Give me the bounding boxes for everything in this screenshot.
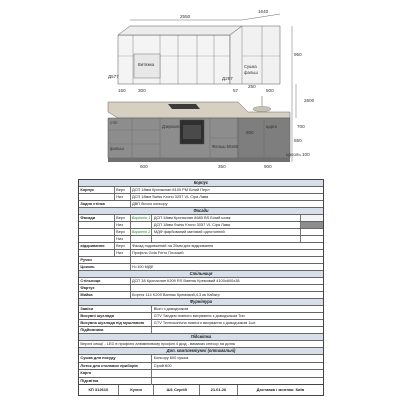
- top-row: [79, 278, 323, 285]
- dim-d900: 900: [264, 164, 272, 169]
- fasad-pos: Низ: [115, 222, 131, 228]
- footer-delivery: Доставка і монтаж: Київ: [256, 387, 305, 392]
- dim-d300: 300: [138, 88, 146, 93]
- handles-label: Ручки: [79, 257, 131, 263]
- dim-base-depth: 600: [246, 130, 254, 135]
- korpus-label: Корпус: [79, 187, 115, 193]
- light-row: [79, 341, 323, 348]
- label-vypuskne: стіл: [110, 120, 118, 125]
- section-title: Фасади: [79, 208, 323, 214]
- base-cabinets: [108, 118, 290, 162]
- dim-d250: 250: [248, 84, 256, 89]
- spec-table: [78, 179, 324, 385]
- light-text: Верхні секції - LED в профілю алюмінієвому профілі 4 діод - вимикач сенсор на дотик: [80, 341, 236, 347]
- kitchen-drawing: [0, 0, 400, 178]
- open-text: Фасад подовжений на 20мм для відкривання: [132, 243, 214, 249]
- back-label: Задня стінка: [79, 201, 131, 207]
- fasad-text: ДСП 18мм Кронаспан 8685 BS Білий шовк: [152, 215, 301, 221]
- handles-row: [79, 257, 323, 264]
- fit-text: Blum з доводчиком: [153, 306, 189, 312]
- open-row: [79, 243, 323, 250]
- label-mirror: Дзеркало: [162, 124, 181, 129]
- acc-label: Лоток для столових приборів: [79, 363, 152, 370]
- fasad-variant: Варіант 2: [131, 229, 153, 235]
- korpus-row: [79, 187, 323, 194]
- section-fit-header: [79, 299, 323, 306]
- fit-text: GTV Телескопічна повного висування з доводчиком 1шт.: [153, 320, 257, 326]
- korpus-pos: Низ: [115, 194, 131, 200]
- acc-text: [152, 378, 323, 386]
- fasad-swatch: [301, 229, 323, 235]
- hob-shape: [168, 104, 200, 109]
- upper-cabinets-right: [230, 26, 280, 84]
- back-row: [79, 201, 323, 208]
- fit-label: Завіси: [79, 306, 152, 312]
- apron-row: [79, 285, 323, 292]
- top-text: ДСП 38 Кронаспан К209 RS Вапняк Кремовий 4100х600х38: [131, 278, 240, 284]
- open-text: Профіль Gola Ferro Плоский: [132, 250, 184, 256]
- fasad-pos: Низ: [115, 236, 131, 242]
- open-pos: Низ: [115, 250, 131, 256]
- dim-plinth: цоколь 100: [286, 152, 310, 157]
- fasad-variant: [131, 222, 153, 228]
- dim-d577: Д577: [108, 74, 119, 79]
- fasad-row: [79, 236, 323, 243]
- footer-date: 21.01.26: [200, 385, 238, 395]
- dim-d150: 150: [118, 88, 126, 93]
- fasad-swatch: [301, 222, 323, 228]
- section-korpus-header: [79, 180, 323, 187]
- fasad-row: [79, 215, 323, 222]
- section-title: Підсвітка: [79, 334, 323, 340]
- section-light-header: [79, 334, 323, 341]
- dim-mid-height: 700: [297, 124, 305, 129]
- label-sushka: Сушка: [244, 64, 257, 69]
- fasad-variant: [131, 236, 153, 242]
- fasad-pos: Верх: [115, 229, 131, 235]
- dim-d500: 500: [266, 88, 274, 93]
- fit-label: Висувна шухляда під мушловою: [79, 320, 152, 326]
- acc-text: Сірий 600: [153, 362, 172, 368]
- label-faltsy-top: фальш: [244, 70, 258, 75]
- open-row: [79, 250, 323, 257]
- dim-upper-height: 950: [294, 52, 302, 57]
- label-faltsy-bottom: Фальш 50х50: [212, 144, 239, 149]
- acc-label: Карго: [79, 370, 152, 377]
- acc-row: [79, 355, 323, 363]
- fasad-text: МДФ фарбований матовий однотонний: [152, 229, 301, 235]
- fit-row: [79, 313, 323, 320]
- footer-order-no: КП 312610: [79, 385, 119, 395]
- label-tsarga: царга: [266, 124, 277, 129]
- acc-label: Підсвітка: [79, 378, 152, 386]
- dim-base-height: 850: [294, 138, 302, 143]
- fasad-text: ДСП 18мм Swiss Krono 3057 VL Сіра Лава: [152, 222, 301, 228]
- fasad-row: [79, 222, 323, 229]
- dim-d57: 57: [233, 88, 239, 93]
- korpus-text: ДСП 18мм Кронаспан 8100 PM Білий Перл: [132, 187, 210, 193]
- fasad-swatch: [301, 215, 323, 221]
- section-top-header: [79, 271, 323, 278]
- sink-shape: [253, 106, 271, 111]
- plinth-row: [79, 264, 323, 271]
- korpus-text: ДСП 18мм Swiss Krono 3257 VL Сіра Лава: [132, 194, 209, 200]
- plinth-text: Н=100 МДФ: [131, 264, 154, 270]
- dim-total-height: 2600: [304, 98, 315, 103]
- dim-top-width: 2550: [180, 14, 191, 19]
- fasad-variant: Варіант 1: [131, 215, 153, 221]
- dim-d297: Д297: [222, 76, 233, 81]
- sink-label: Мийка: [79, 292, 131, 298]
- sink-row: [79, 292, 323, 299]
- section-acc-header: [79, 348, 323, 355]
- dim-d600: 600: [140, 164, 148, 169]
- fit-text: GTV Тандем повного висування з доводчиком Тип: [153, 313, 245, 319]
- acc-row: [79, 370, 323, 378]
- fasad-row: [79, 229, 323, 236]
- open-pos: Верх: [115, 243, 131, 249]
- apron-text: [131, 285, 323, 291]
- sink-text: Бортек 114 K209 Вапняк Кремовий,4,3 кв Кайзер: [131, 292, 220, 298]
- plinth-label: Цоколь: [79, 264, 131, 270]
- section-title: Стільниця: [79, 271, 323, 277]
- kitchen-svg: [0, 0, 400, 178]
- fasad-pos: Верх: [115, 215, 131, 221]
- fit-row: [79, 320, 323, 327]
- dim-right-width: 1640: [258, 9, 269, 14]
- fasad-swatch: [301, 236, 323, 242]
- label-faltsy-left: фальш: [110, 146, 124, 151]
- footer-designer: Ш1 Сергій: [154, 385, 200, 395]
- acc-row: [79, 363, 323, 371]
- apron-label: Фартух: [79, 285, 131, 291]
- open-label: відкривання: [79, 243, 115, 249]
- section-title: Доп. комплектуючі (оптимальні): [79, 348, 323, 354]
- back-text: ДВП білого кольору: [131, 201, 168, 207]
- korpus-row: [79, 194, 323, 201]
- fit-row: [79, 327, 323, 334]
- acc-text: Кольору 600 сушка: [153, 355, 189, 361]
- footer-room: Кухня: [119, 385, 155, 395]
- section-title: Фурнітура: [79, 299, 323, 305]
- acc-label: Сушка для посуду: [79, 355, 152, 362]
- dim-d350: 350: [218, 164, 226, 169]
- top-label: Стільниця: [79, 278, 131, 284]
- fit-text: [152, 327, 323, 333]
- fit-row: [79, 306, 323, 313]
- acc-row: [79, 378, 323, 386]
- label-vytyazhka: Витяжка: [138, 62, 155, 67]
- spec-footer: [78, 385, 324, 396]
- acc-text: [152, 370, 323, 377]
- fit-label: Підйомники: [79, 327, 152, 333]
- section-fasad-header: [79, 208, 323, 215]
- handles-text: [131, 257, 323, 263]
- fit-label: Висувні шухляди: [79, 313, 152, 319]
- korpus-pos: Верх: [115, 187, 131, 193]
- fasad-text: [152, 236, 301, 242]
- section-title: Корпус: [79, 180, 323, 186]
- fasad-label: Фасади: [79, 215, 115, 221]
